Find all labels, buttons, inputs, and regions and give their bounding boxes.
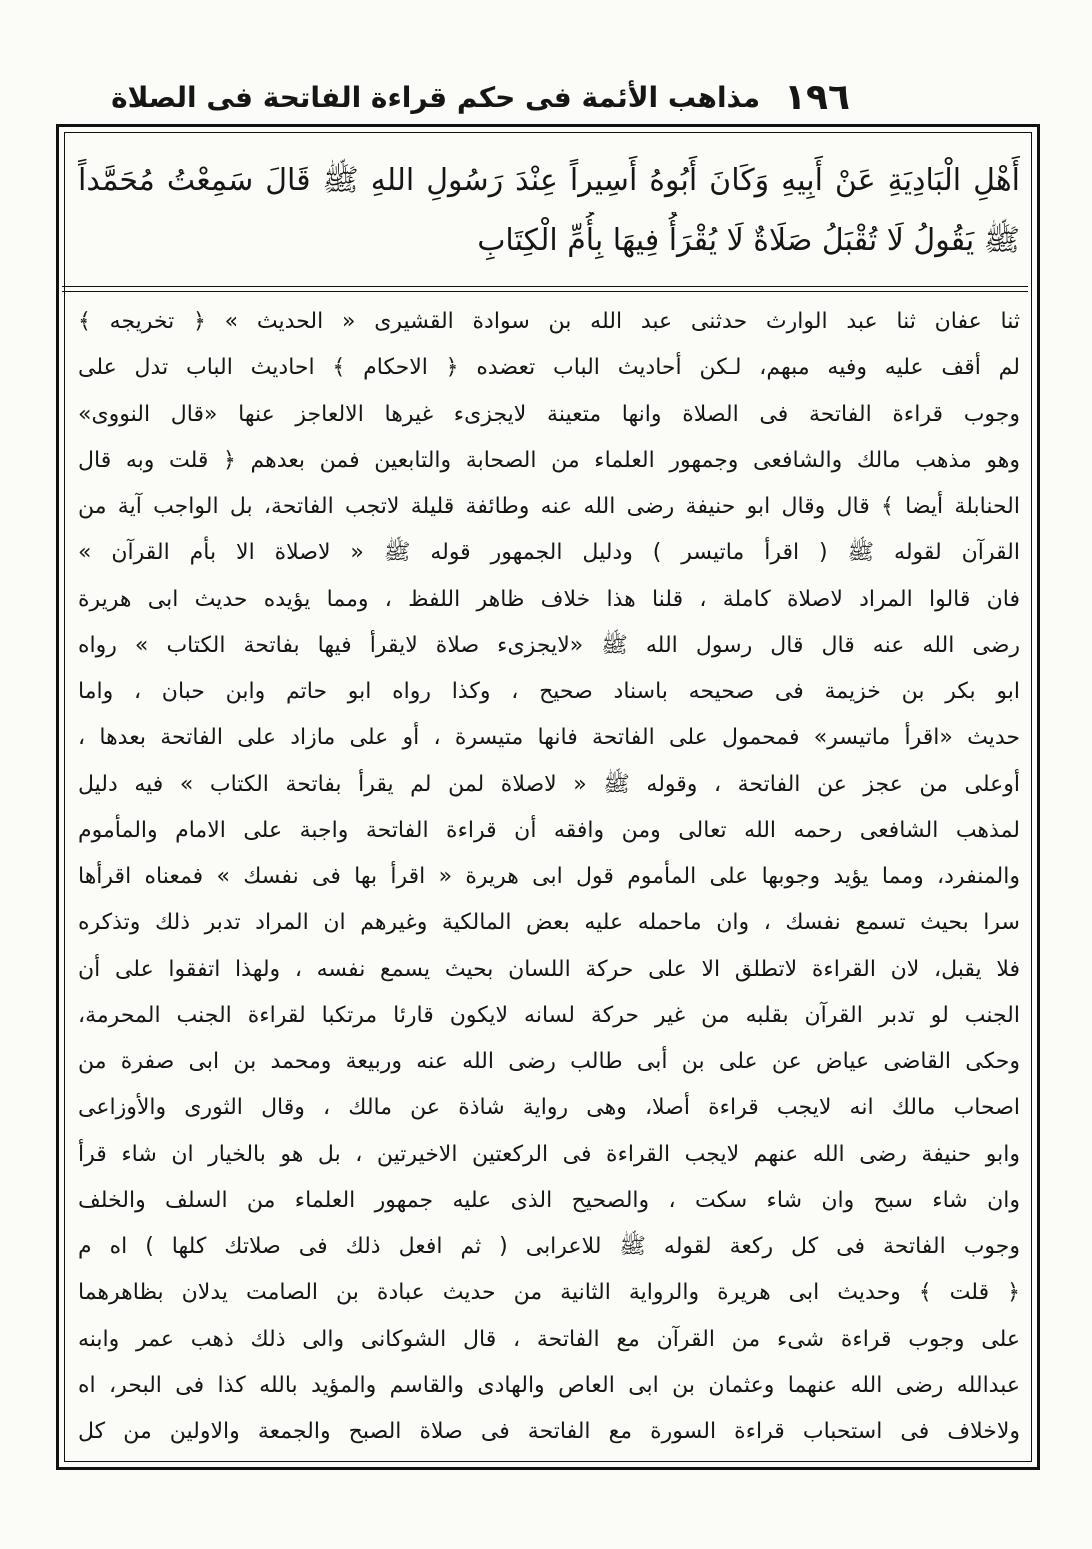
commentary-line: حديث «اقرأ ماتيسر» فمحمول على الفاتحة فانها متيسرة ، أو على مازاد على الفاتحة بعدها ، xyxy=(78,725,1020,750)
page-number: ١٩٦ xyxy=(784,76,850,118)
hadith-line: أَهْلِ الْبَادِيَةِ عَنْ أَبِيهِ وَكَانَ أَبُوهُ أَسِيراً عِنْدَ رَسُولِ اللهِ ﷺ قَالَ سَمِعْتُ مُحَمَّداً xyxy=(78,163,1020,198)
commentary-line: الحنابلة أيضا ﴾ قال وقال ابو حنيفة رضى الله عنه وطائفة قليلة لاتجب الفاتحة، بل الواجب آية من xyxy=(78,494,1020,519)
commentary-line: عبدالله رضى الله عنهما وعثمان بن ابى العاص والهادى والقاسم والمؤيد بالله كذا فى البحر، اه xyxy=(78,1373,1020,1398)
commentary-line: وجوب الفاتحة فى كل ركعة لقوله ﷺ للاعرابى ( ثم افعل ذلك فى صلاتك كلها ) اه م xyxy=(78,1234,1020,1259)
commentary-line: على وجوب قراءة شىء من القرآن مع الفاتحة ، قال الشوكانى والى ذلك ذهب عمر وابنه xyxy=(78,1327,1020,1352)
commentary-line: الجنب لو تدبر القرآن بقلبه من غير حركة لسانه لايكون قارئا مرتكبا لقراءة الجنب المحرمة، xyxy=(78,1003,1020,1028)
commentary-line: ثنا عفان ثنا عبد الوارث حدثنى عبد الله بن سوادة القشيرى « الحديث » ﴿ تخريجه ﴾ xyxy=(78,309,1020,334)
section-divider xyxy=(62,286,1028,287)
commentary-line: وابو حنيفة رضى الله عنهم لايجب القراءة فى الركعتين الاخيرتين ، بل هو بالخيار ان شاء قرأ xyxy=(78,1142,1020,1167)
commentary-line: والمنفرد، ومما يؤيد وجوبها على المأموم قول ابى هريرة « اقرأ بها فى نفسك » فمعناه اقرأها xyxy=(78,864,1020,889)
commentary-line: لم أقف عليه وفيه مبهم، لـكن أحاديث الباب تعضده ﴿ الاحكام ﴾ احاديث الباب تدل على xyxy=(78,355,1020,380)
commentary-line: وحكى القاضى عياض عن على بن أبى طالب رضى الله عنه وربيعة ومحمد بن ابى صفرة من xyxy=(78,1049,1020,1074)
commentary-line: وهو مذهب مالك والشافعى وجمهور العلماء من الصحابة والتابعين فمن بعدهم ﴿ قلت وبه قال xyxy=(78,448,1020,473)
commentary-line: القرآن لقوله ﷺ ( اقرأ ماتيسر ) ودليل الجمهور قوله ﷺ « لاصلاة الا بأم القرآن » xyxy=(78,540,1020,565)
commentary-line: ﴿ قلت ﴾ وحديث ابى هريرة والرواية الثانية من حديث عبادة بن الصامت يدلان بظاهرهما xyxy=(78,1280,1020,1305)
commentary-line: وجوب قراءة الفاتحة فى الصلاة وانها متعينة لايجزىء غيرها الالعاجز عنها «قال النووى» xyxy=(78,402,1020,427)
commentary-line: اصحاب مالك انه لايجب قراءة أصلا، وهى رواية شاذة عن مالك ، وقال الثورى والأوزاعى xyxy=(78,1095,1020,1120)
commentary-line: سرا بحيث تسمع نفسك ، وان ماحمله عليه بعض المالكية وغيرهم ان المراد تدبر ذلك وتذكره xyxy=(78,910,1020,935)
commentary-line: رضى الله عنه قال قال رسول الله ﷺ «لايجزىء صلاة لايقرأ فيها بفاتحة الكتاب » رواه xyxy=(78,633,1020,658)
section-divider xyxy=(62,291,1028,292)
page-header xyxy=(111,74,850,120)
commentary-line: ابو بكر بن خزيمة فى صحيحه باسناد صحيح ، وكذا رواه ابو حاتم وابن حبان ، واما xyxy=(78,679,1020,704)
hadith-line: ﷺ يَقُولُ لَا تُقْبَلُ صَلَاةٌ لَا يُقْرَأُ فِيهَا بِأُمِّ الْكِتَابِ xyxy=(477,223,1020,258)
running-title: مذاهب الأئمة فى حكم قراءة الفاتحة فى الصلاة xyxy=(111,80,761,114)
commentary-line: لمذهب الشافعى رحمه الله تعالى ومن وافقه أن قراءة الفاتحة واجبة على الامام والمأموم xyxy=(78,818,1020,843)
commentary-line: وان شاء سبح وان شاء سكت ، والصحيح الذى عليه جمهور العلماء من السلف والخلف xyxy=(78,1188,1020,1213)
commentary-line: فلا يقبل، لان القراءة لاتطلق الا على حركة اللسان بحيث يسمع نفسه ، ولهذا اتفقوا على أن xyxy=(78,957,1020,982)
commentary-line: فان قالوا المراد لاصلاة كاملة ، قلنا هذا خلاف ظاهر اللفظ ، ومما يؤيده حديث ابى هريرة xyxy=(78,587,1020,612)
commentary-line: أوعلى من عجز عن الفاتحة ، وقوله ﷺ « لاصلاة لمن لم يقرأ بفاتحة الكتاب » فيه دليل xyxy=(78,772,1020,797)
commentary-line: ولاخلاف فى استحباب قراءة السورة مع الفاتحة فى صلاة الصبح والجمعة والاولين من كل xyxy=(78,1419,1020,1444)
